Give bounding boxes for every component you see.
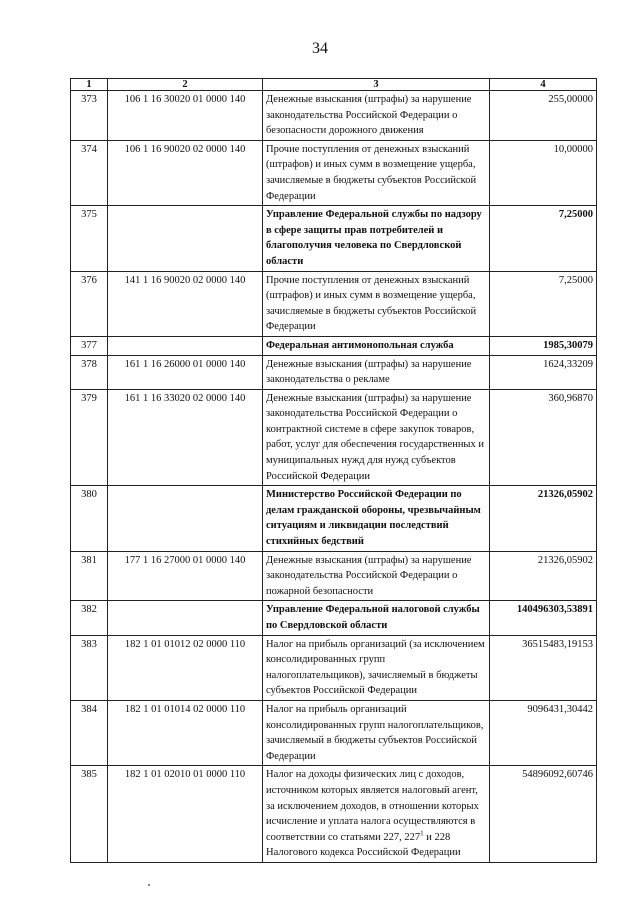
- row-amount: 255,00000: [490, 91, 597, 141]
- row-description: Прочие поступления от денежных взысканий (штрафов) и иных сумм в возмещение ущерба, зачисляемые в бюджеты субъектов Российской Федерации: [263, 271, 490, 336]
- page-number: 34: [312, 40, 328, 57]
- row-amount: 10,00000: [490, 140, 597, 205]
- row-description: [263, 766, 490, 863]
- row-number: 378: [71, 355, 108, 389]
- classification-code: [108, 336, 263, 355]
- table-row: [71, 271, 597, 336]
- classification-code: 161 1 16 33020 02 0000 140: [108, 389, 263, 486]
- row-description: Денежные взыскания (штрафы) за нарушение законодательства Российской Федерации о безопасности дорожного движения: [263, 91, 490, 141]
- row-amount: 9096431,30442: [490, 700, 597, 765]
- row-amount: 36515483,19153: [490, 635, 597, 700]
- row-amount: 140496303,53891: [490, 601, 597, 635]
- row-number: 377: [71, 336, 108, 355]
- classification-code: [108, 601, 263, 635]
- table-row: [71, 206, 597, 271]
- row-amount: 1624,33209: [490, 355, 597, 389]
- table-row: [71, 336, 597, 355]
- row-description: Управление Федеральной службы по надзору в сфере защиты прав потребителей и благополучия человека по Свердловской области: [263, 206, 490, 271]
- row-number: 385: [71, 766, 108, 863]
- classification-code: [108, 486, 263, 551]
- row-number: 380: [71, 486, 108, 551]
- scan-speck: [148, 884, 150, 886]
- classification-code: 106 1 16 90020 02 0000 140: [108, 140, 263, 205]
- table-row: [71, 389, 597, 486]
- classification-code: 161 1 16 26000 01 0000 140: [108, 355, 263, 389]
- table-row: [71, 551, 597, 601]
- table-header-row: [71, 79, 597, 91]
- row-number: 374: [71, 140, 108, 205]
- row-description: Налог на прибыль организаций (за исключением консолидированных групп налогоплательщиков), зачисляемый в бюджеты субъектов Российской Федерации: [263, 635, 490, 700]
- header-col-3: 3: [263, 79, 490, 91]
- row-number: 384: [71, 700, 108, 765]
- row-amount: 21326,05902: [490, 551, 597, 601]
- row-description: Денежные взыскания (штрафы) за нарушение законодательства Российской Федерации о пожарной безопасности: [263, 551, 490, 601]
- header-col-4: 4: [490, 79, 597, 91]
- row-number: 375: [71, 206, 108, 271]
- row-number: 373: [71, 91, 108, 141]
- classification-code: [108, 206, 263, 271]
- revenue-table: [70, 78, 597, 863]
- row-amount: 7,25000: [490, 206, 597, 271]
- table-row: [71, 635, 597, 700]
- row-amount: 7,25000: [490, 271, 597, 336]
- row-description: Денежные взыскания (штрафы) за нарушение законодательства о рекламе: [263, 355, 490, 389]
- table-row: [71, 355, 597, 389]
- header-col-1: 1: [71, 79, 108, 91]
- superscript: 1: [420, 829, 424, 838]
- classification-code: 182 1 01 01012 02 0000 110: [108, 635, 263, 700]
- row-description: Налог на прибыль организаций консолидированных групп налогоплательщиков, зачисляемый в бюджеты субъектов Российской Федерации: [263, 700, 490, 765]
- table-row: [71, 700, 597, 765]
- classification-code: 182 1 01 02010 01 0000 110: [108, 766, 263, 863]
- row-description: Денежные взыскания (штрафы) за нарушение законодательства Российской Федерации о контрактной системе в сфере закупок товаров, работ, услуг для обеспечения государственных и муниципальных нужд для нужд субъектов Российской Федерации: [263, 389, 490, 486]
- classification-code: 177 1 16 27000 01 0000 140: [108, 551, 263, 601]
- header-col-2: 2: [108, 79, 263, 91]
- row-amount: 54896092,60746: [490, 766, 597, 863]
- classification-code: 106 1 16 30020 01 0000 140: [108, 91, 263, 141]
- table-row: [71, 766, 597, 863]
- description-text: Налог на доходы физических лиц с доходов, источником которых является налоговый агент, за исключением доходов, в отношении которых исчисление и уплата налога осуществляются в соответствии со статьями 227, 227: [266, 769, 479, 843]
- row-number: 379: [71, 389, 108, 486]
- row-description: Управление Федеральной налоговой службы по Свердловской области: [263, 601, 490, 635]
- description-text: и 228 Налогового кодекса Российской Федерации: [266, 831, 461, 859]
- row-description: Прочие поступления от денежных взысканий (штрафов) и иных сумм в возмещение ущерба, зачисляемые в бюджеты субъектов Российской Федерации: [263, 140, 490, 205]
- table-row: [71, 486, 597, 551]
- table-row: [71, 91, 597, 141]
- row-description: Федеральная антимонопольная служба: [263, 336, 490, 355]
- row-amount: 360,96870: [490, 389, 597, 486]
- row-description: Министерство Российской Федерации по делам гражданской обороны, чрезвычайным ситуациям и ликвидации последствий стихийных бедствий: [263, 486, 490, 551]
- row-number: 383: [71, 635, 108, 700]
- row-number: 382: [71, 601, 108, 635]
- row-amount: 1985,30079: [490, 336, 597, 355]
- table-row: [71, 601, 597, 635]
- row-number: 376: [71, 271, 108, 336]
- table-row: [71, 140, 597, 205]
- classification-code: 182 1 01 01014 02 0000 110: [108, 700, 263, 765]
- classification-code: 141 1 16 90020 02 0000 140: [108, 271, 263, 336]
- row-amount: 21326,05902: [490, 486, 597, 551]
- row-number: 381: [71, 551, 108, 601]
